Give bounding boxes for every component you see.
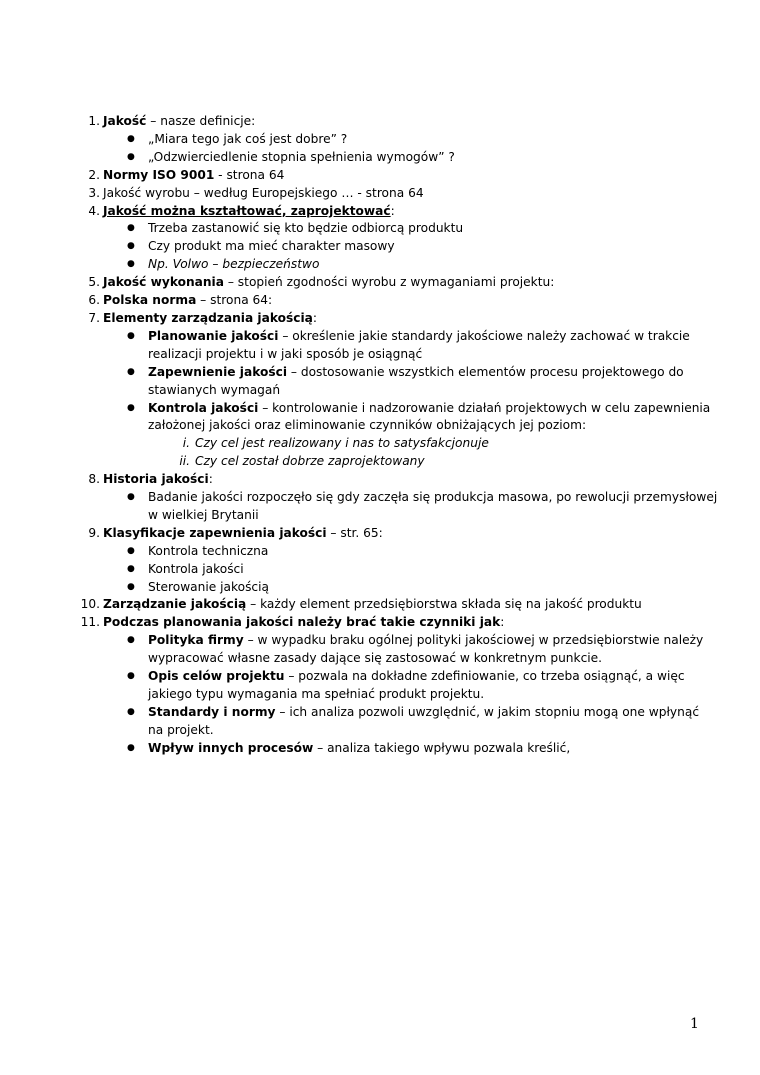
item-text: Jakość wyrobu – według Europejskiego … - strona 64 [103,185,424,200]
sub-list-item [78,561,718,579]
sub-list-item [78,131,718,149]
bullet-dot-icon: ● [127,581,135,592]
list-item [78,292,718,310]
roman-list-item [78,453,718,471]
item-heading: Normy ISO 9001 [103,167,215,182]
sub-list-item [78,220,718,238]
list-item [78,614,718,632]
sub-item-text: Badanie jakości rozpoczęło się gdy zaczęła się produkcja masowa, po rewolucji przemysłowej w wielkiej Brytanii [148,490,718,522]
sub-item-text: – analiza takiego wpływu pozwala kreślić, [313,740,571,755]
sub-item-heading: Wpływ innych procesów [148,740,314,755]
bullet-dot-icon: ● [127,742,135,753]
sub-list-item [78,256,718,274]
roman-number: ii. [179,454,190,469]
sub-item-text: Np. Volwo – bezpieczeństwo [148,257,320,272]
item-number: 5. [88,275,100,290]
sub-item-text: – w wypadku braku ogólnej polityki jakościowej w przedsiębiorstwie należy wypracować własne zasady dające się zastosować w konkretnym punkcie. [148,633,704,666]
item-text: – stopień zgodności wyrobu z wymaganiami projektu: [223,275,555,290]
list-item [78,185,718,203]
list-item [78,596,718,614]
item-text: : [208,472,213,487]
bullet-dot-icon: ● [127,635,135,646]
list-item [78,310,718,328]
bullet-dot-icon: ● [127,259,135,270]
sub-item-text: – ich analiza pozwoli uwzględnić, w jakim stopniu mogą one wpłynąć na projekt. [148,704,700,737]
sub-list-item [78,489,718,525]
sub-item-heading: Planowanie jakości [148,328,279,343]
item-number: 11. [80,615,100,630]
item-heading: Jakość [103,114,147,128]
item-text: - strona 64 [214,167,285,182]
bullet-dot-icon: ● [127,151,135,162]
sub-item-text: Kontrola techniczna [148,543,269,558]
bullet-dot-icon: ● [127,402,135,413]
sub-item-text: Trzeba zastanowić się kto będzie odbiorcą produktu [148,221,464,236]
item-text: – strona 64: [196,293,273,308]
item-heading: Podczas planowania jakości należy brać takie czynniki jak [103,615,501,630]
list-item [78,525,718,543]
sub-list-item [78,668,718,704]
sub-item-text: – dostosowanie wszystkich elementów procesu projektowego do stawianych wymagań [148,364,684,397]
item-number: 7. [88,310,100,325]
item-heading: Polska norma [103,293,197,308]
item-heading: Jakość można kształtować, zaprojektować [103,203,391,218]
sub-item-heading: Kontrola jakości [148,400,259,415]
item-heading: Zarządzanie jakością [103,597,247,612]
sub-item-text: – określenie jakie standardy jakościowe należy zachować w trakcie realizacji projektu i w jaki sposób je osiągnąć [148,328,690,361]
roman-item-text: Czy cel został dobrze zaprojektowany [195,454,425,469]
item-number: 2. [88,167,100,182]
sub-item-text: „Odzwierciedlenie stopnia spełnienia wymogów” ? [148,149,455,164]
sub-list-item [78,704,718,740]
bullet-dot-icon: ● [127,223,135,234]
item-heading: Klasyfikacje zapewnienia jakości [103,525,327,540]
item-number: 6. [88,293,100,308]
item-number: 10. [80,597,100,612]
item-text: – str. 65: [326,525,383,540]
sub-list-item [78,632,718,668]
bullet-dot-icon: ● [127,330,135,341]
document-body [78,113,718,758]
sub-item-text: Sterowanie jakością [148,579,269,594]
sub-item-heading: Standardy i normy [148,704,276,719]
roman-list-item [78,435,718,453]
item-heading: Elementy zarządzania jakością [103,310,313,325]
bullet-dot-icon: ● [127,241,135,252]
list-item [78,274,718,292]
item-heading: Jakość wykonania [103,275,224,290]
item-number: 9. [88,525,100,540]
sub-item-text: Kontrola jakości [148,561,244,576]
item-heading: Historia jakości [103,472,209,487]
item-text: : [390,203,395,218]
sub-item-text: – kontrolowanie i nadzorowanie działań projektowych w celu zapewnienia założonej jakości oraz eliminowanie czynników obniżających jej poziom: [148,400,711,433]
sub-list-item [78,149,718,167]
bullet-dot-icon: ● [127,133,135,144]
sub-list-item [78,238,718,256]
roman-item-text: Czy cel jest realizowany i nas to satysfakcjonuje [195,436,489,451]
list-item [78,167,718,185]
item-text: : [312,310,317,325]
sub-list-item [78,740,718,758]
sub-item-text: – pozwala na dokładne zdefiniowanie, co trzeba osiągnąć, a więc jakiego typu wymagania ma spełniać produkt projektu. [148,669,685,701]
bullet-dot-icon: ● [127,366,135,377]
sub-item-heading: Polityka firmy [148,633,244,648]
item-number: 3. [88,185,100,200]
sub-item-heading: Opis celów projektu [148,669,285,684]
sub-item-text: „Miara tego jak coś jest dobre” ? [148,131,348,146]
roman-number: i. [182,436,190,451]
item-number: 1. [88,114,100,128]
bullet-dot-icon: ● [127,563,135,574]
item-text: – każdy element przedsiębiorstwa składa się na jakość produktu [246,597,642,612]
list-item [78,113,718,131]
sub-list-item [78,328,718,364]
bullet-dot-icon: ● [127,706,135,717]
item-text: – nasze definicje: [146,114,256,128]
list-item [78,471,718,489]
sub-item-heading: Zapewnienie jakości [148,364,288,379]
sub-list-item [78,400,718,436]
sub-item-text: Czy produkt ma mieć charakter masowy [148,239,395,254]
bullet-dot-icon: ● [127,545,135,556]
page-number: 1 [690,1016,699,1032]
item-text: : [500,615,505,630]
item-number: 8. [88,472,100,487]
sub-list-item [78,579,718,597]
bullet-dot-icon: ● [127,492,135,503]
list-item [78,203,718,221]
item-number: 4. [88,203,100,218]
bullet-dot-icon: ● [127,671,135,682]
sub-list-item [78,364,718,400]
sub-list-item [78,543,718,561]
